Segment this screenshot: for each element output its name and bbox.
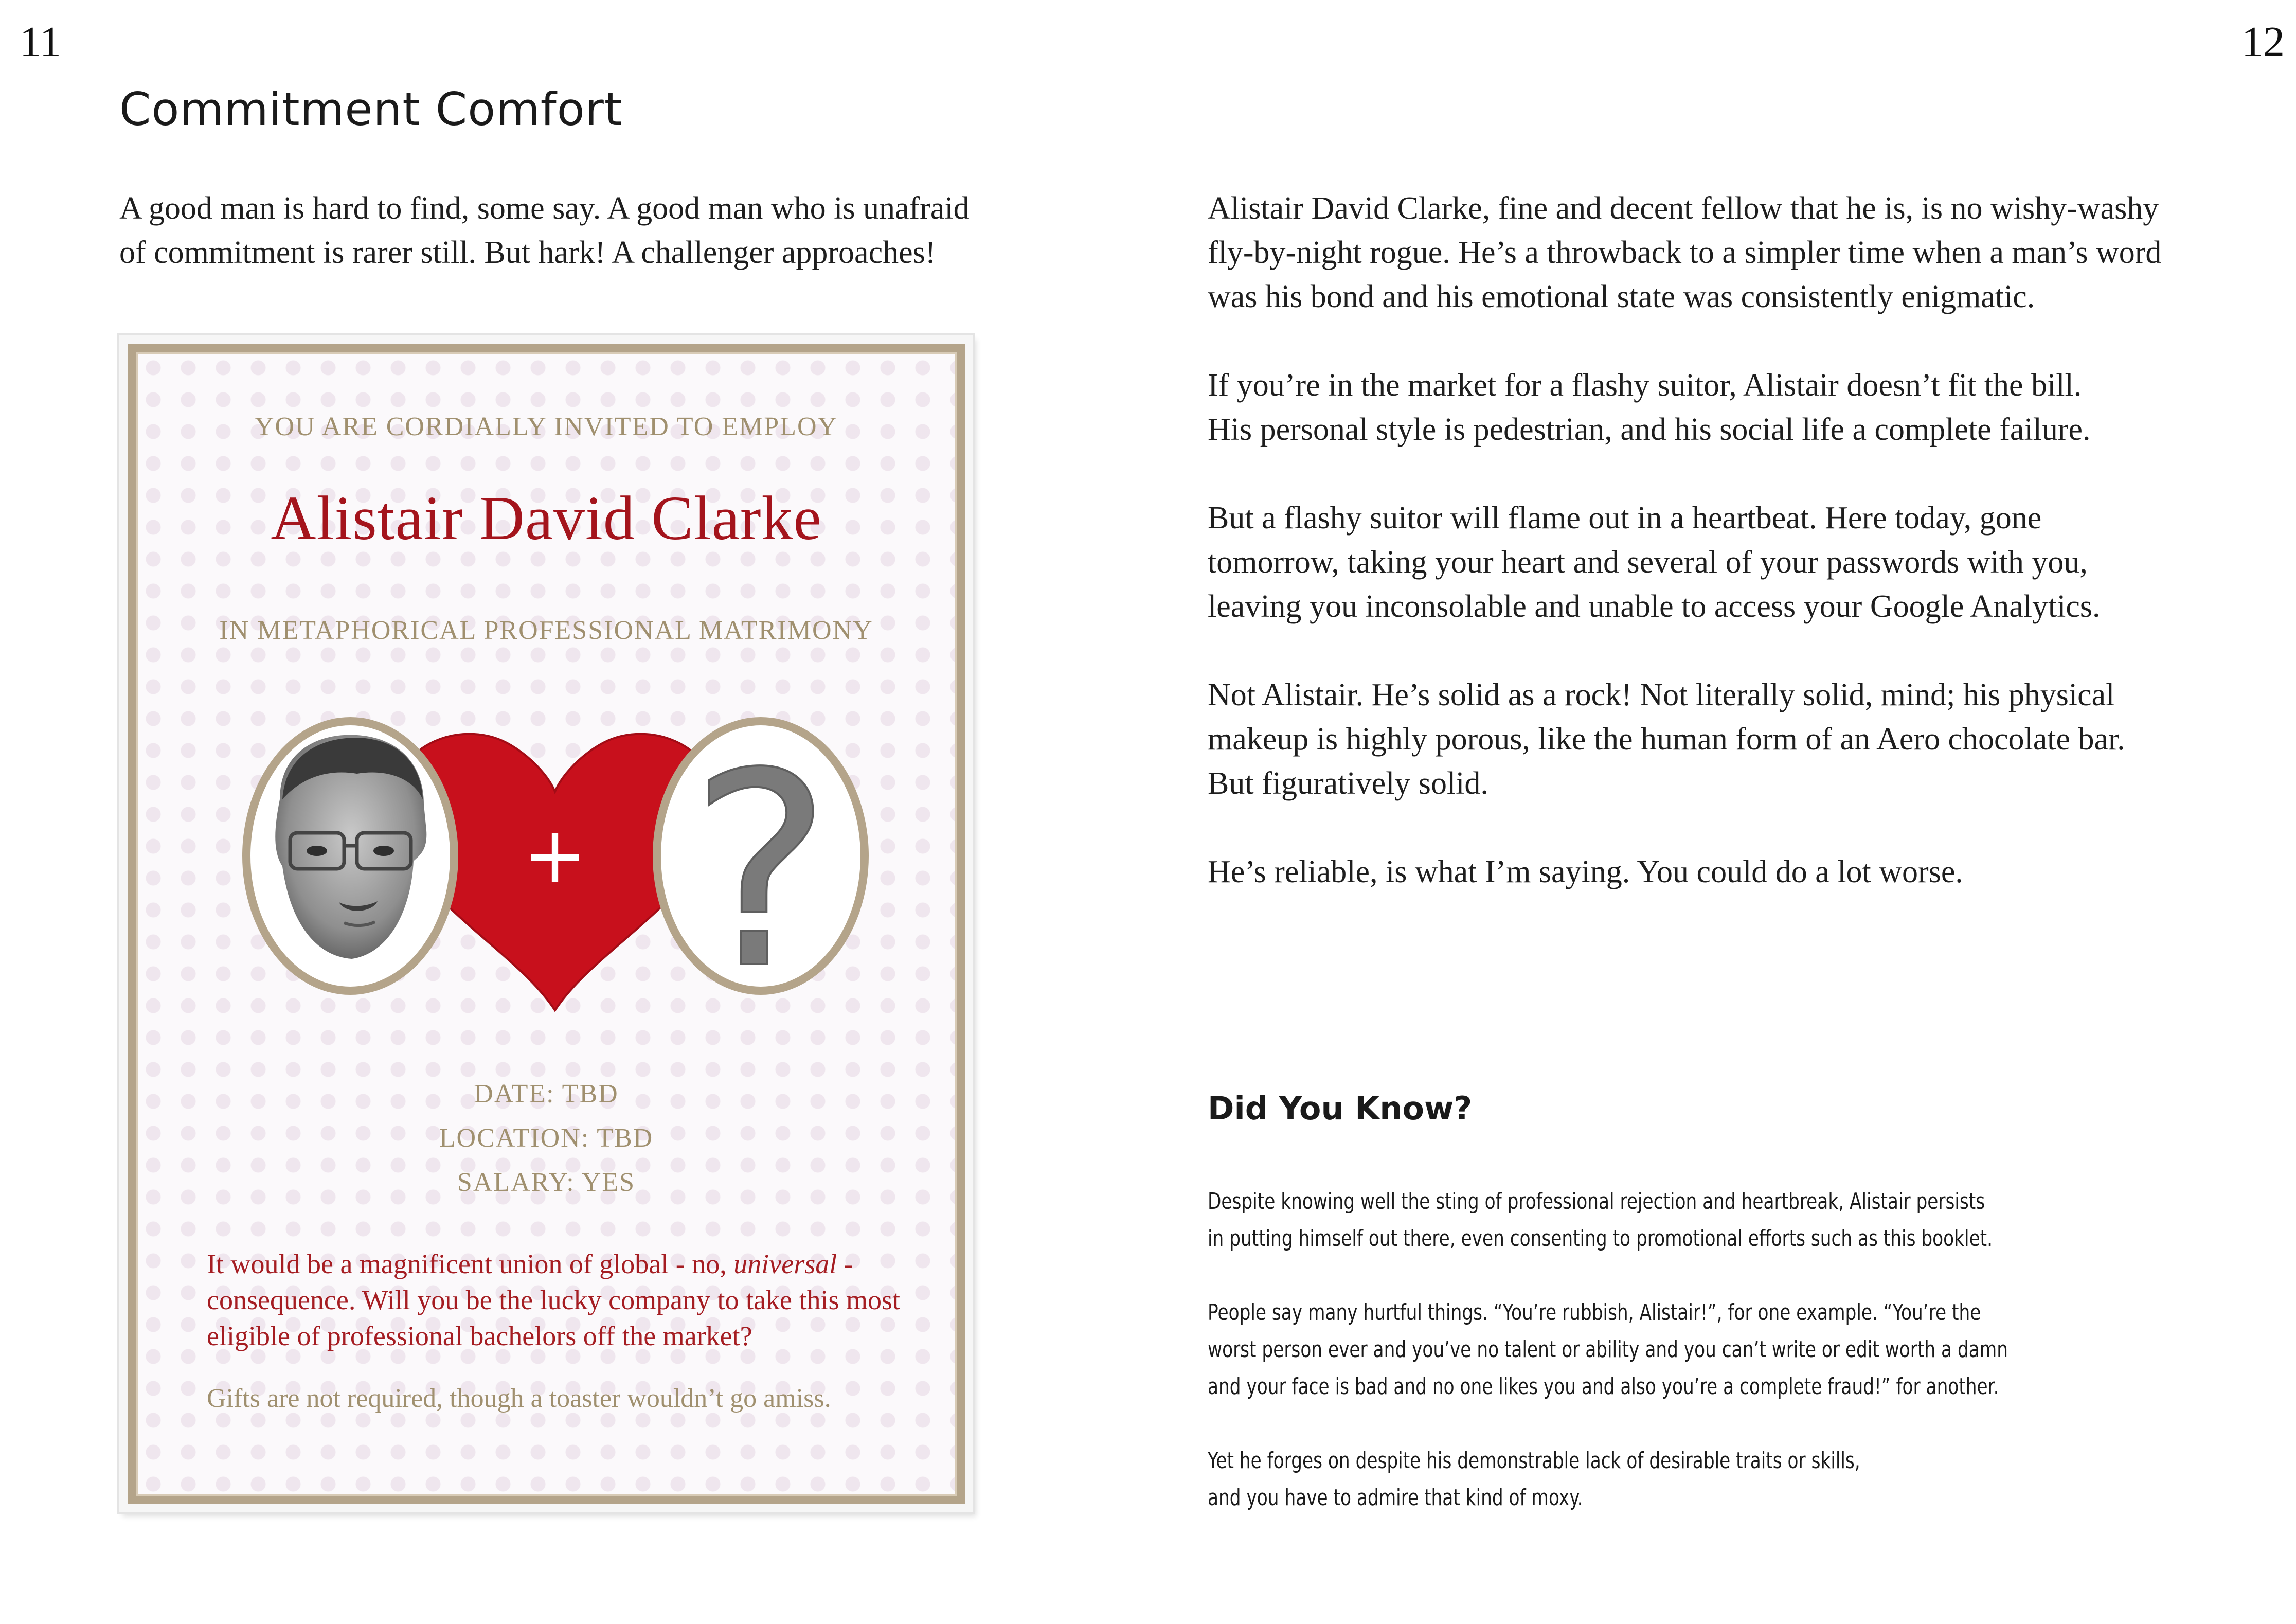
did-you-know-title: Did You Know?	[1208, 1090, 1473, 1127]
message-part: - consequence. Will you be the lucky company to take this most eligible of professional bachelors off the market?	[207, 1248, 901, 1351]
right-column	[1208, 186, 2236, 938]
did-you-know-body	[1208, 1183, 2008, 1554]
invitation-frame	[128, 344, 965, 1504]
dyk-paragraph	[1208, 1294, 2008, 1405]
body-line: makeup is highly porous, like the human form of an Aero chocolate bar.	[1208, 722, 2125, 757]
body-paragraph	[1208, 363, 2236, 452]
body-line: Alistair David Clarke, fine and decent fellow that he is, is no wishy-washy	[1208, 191, 2159, 226]
question-mark-icon: ?	[690, 716, 832, 1015]
body-paragraph	[1208, 186, 2236, 319]
dyk-line: Despite knowing well the sting of professional rejection and heartbreak, Alistair persists	[1208, 1188, 1985, 1215]
page-number-right: 12	[2241, 18, 2285, 66]
message-part: It would be a magnificent union of global - no,	[207, 1248, 734, 1279]
invitation-message	[207, 1246, 937, 1354]
invite-line: YOU ARE CORDIALLY INVITED TO EMPLOY	[254, 412, 838, 441]
dyk-paragraph	[1208, 1442, 1930, 1516]
body-line: His personal style is pedestrian, and his social life a complete failure.	[1208, 412, 2091, 447]
dyk-line: Yet he forges on despite his demonstrable lack of desirable traits or skills,	[1208, 1448, 1860, 1474]
info-location: LOCATION: TBD	[439, 1123, 654, 1153]
dyk-line: and you have to admire that kind of moxy.	[1208, 1485, 1583, 1511]
intro-line: of commitment is rarer still. But hark! A challenger approaches!	[119, 235, 936, 270]
body-line: was his bond and his emotional state was consistently enigmatic.	[1208, 279, 2035, 314]
body-paragraph	[1208, 850, 2236, 894]
dyk-line: People say many hurtful things. “You’re rubbish, Alistair!”, for one example. “You’re the	[1208, 1299, 1981, 1326]
info-salary: SALARY: YES	[457, 1168, 636, 1197]
dyk-line: and your face is bad and no one likes you and also you’re a complete fraud!” for another.	[1208, 1373, 1999, 1400]
info-date: DATE: TBD	[474, 1079, 619, 1109]
page-number-left: 11	[20, 18, 61, 66]
body-line: fly-by-night rogue. He’s a throwback to a simpler time when a man’s word	[1208, 235, 2162, 270]
body-line: Not Alistair. He’s solid as a rock! Not literally solid, mind; his physical	[1208, 677, 2115, 712]
dyk-line: worst person ever and you’ve no talent or ability and you can’t write or edit worth a damn	[1208, 1336, 2008, 1363]
body-line: He’s reliable, is what I’m saying. You could do a lot worse.	[1208, 854, 1963, 889]
invite-name: Alistair David Clarke	[271, 484, 822, 553]
dyk-paragraph	[1208, 1183, 1993, 1257]
body-line: But a flashy suitor will flame out in a heartbeat. Here today, gone	[1208, 501, 2042, 536]
invite-subtitle: IN METAPHORICAL PROFESSIONAL MATRIMONY	[219, 616, 873, 645]
portrait-graphic	[223, 697, 887, 1015]
body-line: But figuratively solid.	[1208, 766, 1488, 801]
intro-line: A good man is hard to find, some say. A good man who is unafraid	[119, 191, 970, 226]
message-emphasis: universal	[733, 1248, 837, 1279]
body-paragraph	[1208, 673, 2236, 806]
plus-sign: +	[523, 811, 587, 900]
body-line: If you’re in the market for a flashy suitor, Alistair doesn’t fit the bill.	[1208, 368, 2082, 403]
page-title: Commitment Comfort	[119, 83, 623, 136]
gifts-note: Gifts are not required, though a toaster wouldn’t go amiss.	[207, 1384, 831, 1413]
dyk-line: in putting himself out there, even consenting to promotional efforts such as this booklet.	[1208, 1225, 1993, 1252]
body-paragraph	[1208, 496, 2236, 629]
body-line: leaving you inconsolable and unable to access your Google Analytics.	[1208, 589, 2101, 624]
invitation-card	[119, 335, 973, 1512]
body-line: tomorrow, taking your heart and several of your passwords with you,	[1208, 545, 2088, 580]
intro-paragraph	[119, 186, 1045, 275]
